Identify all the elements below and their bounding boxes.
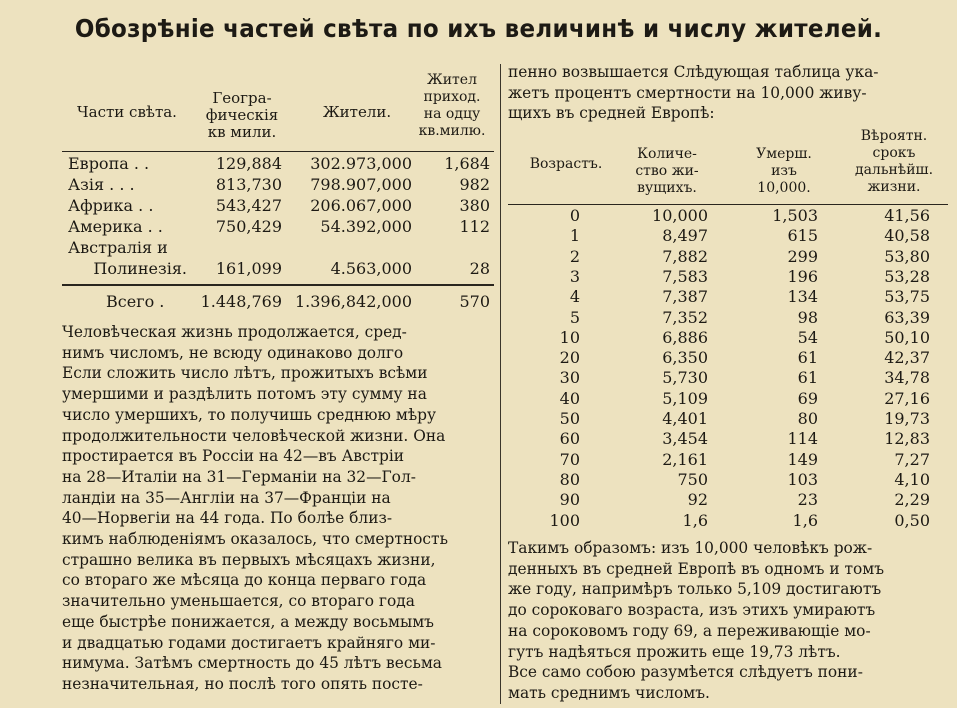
table-cell: 149 bbox=[787, 449, 818, 469]
table-cell: 53,75 bbox=[884, 287, 930, 307]
table-cell: 0 bbox=[569, 206, 580, 225]
table-row bbox=[508, 429, 948, 449]
table-row bbox=[508, 348, 948, 368]
table-row bbox=[508, 450, 948, 470]
header-living: Количе- ство жи- вущихъ. bbox=[635, 146, 699, 196]
table-row bbox=[508, 226, 948, 246]
table-cell: 20 bbox=[559, 348, 580, 368]
table-cell: 134 bbox=[787, 287, 818, 307]
table-cell: 0,50 bbox=[894, 510, 930, 530]
table-row bbox=[508, 490, 948, 510]
table-row bbox=[508, 511, 948, 531]
table-cell: 69 bbox=[797, 388, 818, 408]
table-row: Австралія и bbox=[68, 238, 168, 257]
table-cell: 50,10 bbox=[884, 327, 930, 347]
table-cell: 80 bbox=[797, 409, 818, 428]
table-cell: 90 bbox=[559, 490, 580, 510]
table-cell: 92 bbox=[687, 490, 708, 510]
table-cell: 30 bbox=[559, 368, 580, 388]
total-rule bbox=[62, 284, 494, 286]
table-cell: 615 bbox=[787, 226, 818, 246]
table-cell: 4 bbox=[569, 287, 580, 307]
table-row bbox=[508, 206, 948, 226]
table-cell: 5 bbox=[569, 307, 580, 327]
table-cell: 7,387 bbox=[662, 287, 708, 307]
page-title: Обозрѣніе частей свѣта по ихъ величинѣ и числу жителей. bbox=[74, 14, 883, 43]
table-cell: 10 bbox=[559, 327, 580, 347]
table-cell: 1 bbox=[569, 226, 580, 246]
table-cell: 196 bbox=[787, 266, 818, 286]
header-rule bbox=[508, 204, 948, 205]
header-deaths: Умерш. изъ 10,000. bbox=[756, 146, 812, 196]
table-cell: 7,27 bbox=[894, 449, 930, 469]
right-conclusion-paragraph: Такимъ образомъ: изъ 10,000 человѣкъ рож- денныхъ въ средней Европѣ въ одномъ и томъ же году, напримѣръ только 5,109 достигаютъ до сороковаго возраста, изъ этихъ умираютъ на сороковомъ году 69, а переживающіе мо- гутъ надѣяться прожить еще 19,73 лѣтъ. Все само собою разумѣется слѣдуетъ пони- мать среднимъ числомъ. bbox=[508, 539, 885, 702]
table-cell: 53,80 bbox=[884, 246, 930, 266]
table-row bbox=[508, 368, 948, 388]
table-row bbox=[508, 247, 948, 267]
table-total-row: Всего . 1.448,769 1.396,842,000 570 bbox=[106, 292, 490, 311]
header-density: Жител приход. на одцу кв.милю. bbox=[418, 72, 486, 139]
table-cell: 23 bbox=[797, 490, 818, 510]
table-cell: 4,401 bbox=[662, 409, 708, 428]
table-cell: 2 bbox=[569, 246, 580, 266]
table-row bbox=[508, 470, 948, 490]
table-cell: 100 bbox=[549, 510, 580, 530]
header-area: Геогра- фическія кв мили. bbox=[205, 89, 279, 141]
table-row bbox=[508, 308, 948, 328]
table-row bbox=[508, 287, 948, 307]
table-cell: 80 bbox=[559, 469, 580, 489]
table-cell: 34,78 bbox=[884, 368, 930, 388]
table-cell: 61 bbox=[797, 368, 818, 388]
table-cell: 54 bbox=[797, 327, 818, 347]
table-cell: 40,58 bbox=[884, 226, 930, 246]
table-cell: 114 bbox=[787, 429, 818, 449]
table-row bbox=[508, 389, 948, 409]
table-cell: 5,730 bbox=[662, 368, 708, 388]
table-cell: 3 bbox=[569, 266, 580, 286]
table-cell: 1,6 bbox=[682, 510, 708, 530]
table-cell: 98 bbox=[797, 307, 818, 327]
table-row: Америка . . 750,429 54.392,000 112 bbox=[68, 217, 490, 236]
table-cell: 750 bbox=[677, 469, 708, 489]
table-cell: 61 bbox=[797, 348, 818, 368]
table-cell: 6,886 bbox=[662, 327, 708, 347]
table-cell: 2,29 bbox=[894, 490, 930, 510]
table-cell: 42,37 bbox=[884, 348, 930, 368]
table-cell: 40 bbox=[559, 388, 580, 408]
header-rule bbox=[62, 151, 494, 152]
table-cell: 3,454 bbox=[662, 429, 708, 449]
table-row bbox=[508, 267, 948, 287]
table-cell: 53,28 bbox=[884, 266, 930, 286]
header-parts: Части свѣта. bbox=[77, 103, 177, 121]
table-cell: 299 bbox=[787, 246, 818, 266]
table-cell: 1,503 bbox=[772, 206, 818, 225]
table-cell: 19,73 bbox=[884, 409, 930, 428]
table-cell: 8,497 bbox=[662, 226, 708, 246]
table-cell: 103 bbox=[787, 469, 818, 489]
table-cell: 7,882 bbox=[662, 246, 708, 266]
table-row: Европа . . 129,884 302.973,000 1,684 bbox=[68, 154, 490, 173]
table-row: Азія . . . 813,730 798.907,000 982 bbox=[68, 175, 490, 194]
table-cell: 1,6 bbox=[792, 510, 818, 530]
column-divider bbox=[500, 64, 501, 704]
table-row bbox=[508, 409, 948, 429]
table-cell: 6,350 bbox=[662, 348, 708, 368]
header-life-expectancy: Вѣроятн. срокъ дальнѣйш. жизни. bbox=[854, 128, 934, 195]
right-intro-paragraph: пенно возвышается Слѣдующая таблица ука- жетъ процентъ смертности на 10,000 живу- щихъ въ средней Европѣ: bbox=[508, 63, 879, 123]
table-cell: 5,109 bbox=[662, 388, 708, 408]
table-cell: 2,161 bbox=[662, 449, 708, 469]
table-cell: 7,352 bbox=[662, 307, 708, 327]
table-cell: 7,583 bbox=[662, 266, 708, 286]
left-paragraph: Человѣческая жизнь продолжается, сред- нимъ числомъ, не всюду одинаково долго Если сложить число лѣтъ, прожитыхъ всѣми умершими и раздѣлить потомъ эту сумму на число умершихъ, то получишь среднюю мѣру продолжительности человѣческой жизни. Она простирается въ Россіи на 42—въ Австріи на 28—Италіи на 31—Германіи на 32—Гол- ландіи на 35—Англіи на 37—Франціи на 40—Норвегіи на 44 года. По болѣе близ- кимъ наблюденіямъ оказалось, что смертность страшно велика въ первыхъ мѣсяцахъ жизни, со втораго же мѣсяца до конца перваго года значительно уменьшается, со втораго года еще быстрѣе понижается, а между восьмымъ и двадцатью годами достигаетъ крайняго ми- нимума. Затѣмъ смертность до 45 лѣтъ весьма незначительная, но послѣ того опять посте- bbox=[62, 323, 448, 693]
table-cell: 60 bbox=[559, 429, 580, 449]
table-cell: 50 bbox=[559, 409, 580, 428]
table-cell: 12,83 bbox=[884, 429, 930, 449]
table-cell: 4,10 bbox=[894, 469, 930, 489]
header-age: Возрастъ. bbox=[529, 156, 603, 172]
table-row: Полинезія. 161,099 4.563,000 28 bbox=[68, 259, 490, 278]
table-row bbox=[508, 328, 948, 348]
table-cell: 27,16 bbox=[884, 388, 930, 408]
table-cell: 63,39 bbox=[884, 307, 930, 327]
table-row: Африка . . 543,427 206.067,000 380 bbox=[68, 196, 490, 215]
header-population: Жители. bbox=[322, 103, 392, 121]
table-cell: 10,000 bbox=[652, 206, 708, 225]
table-cell: 70 bbox=[559, 449, 580, 469]
table-cell: 41,56 bbox=[884, 206, 930, 225]
